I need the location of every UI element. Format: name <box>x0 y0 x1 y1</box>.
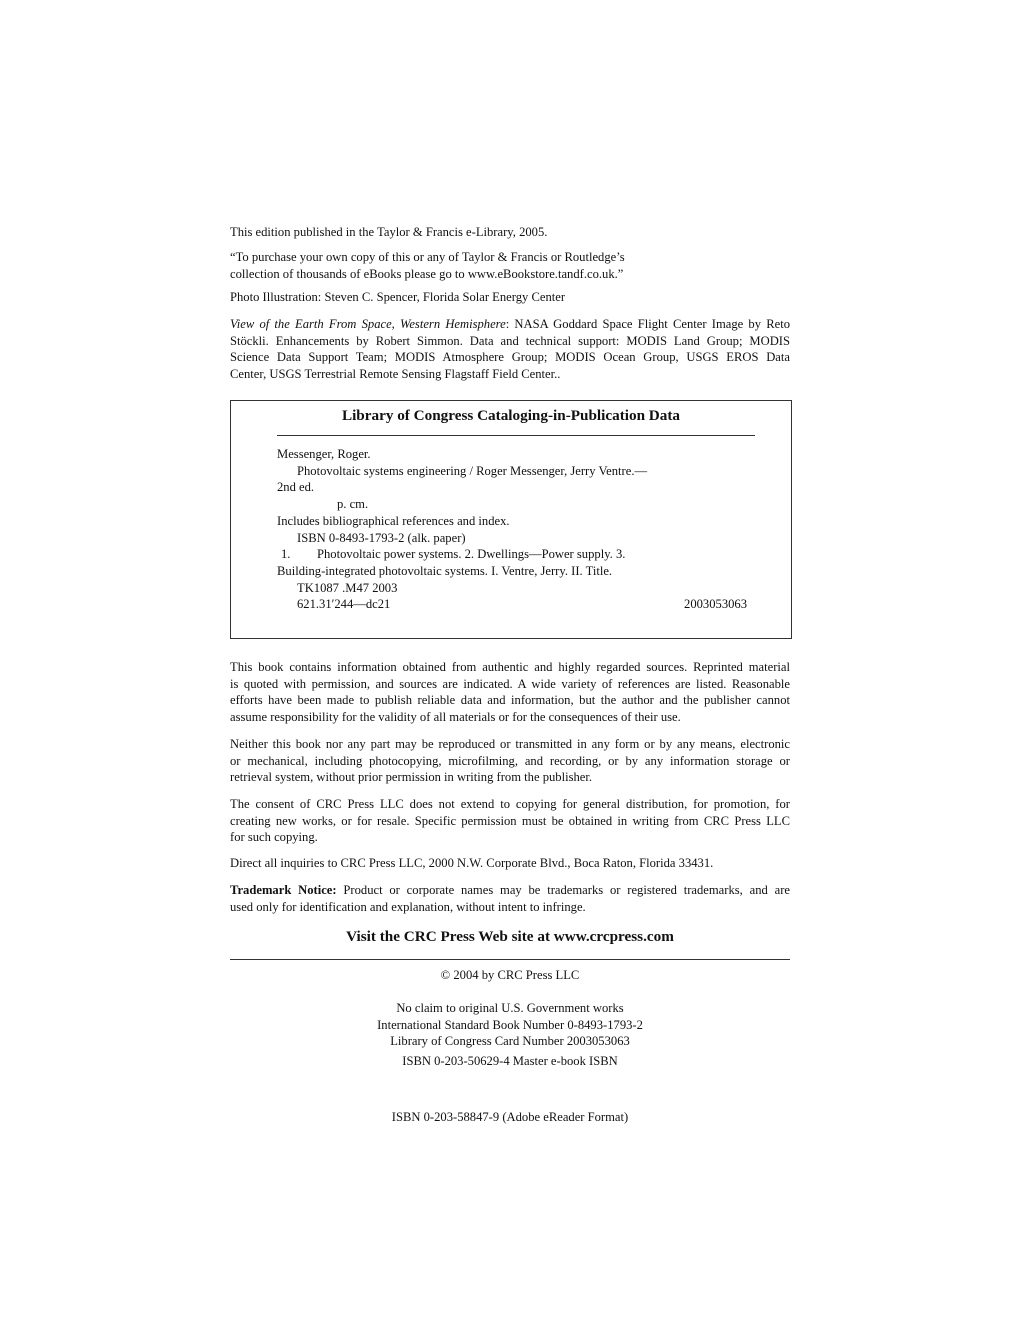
cip-divider <box>277 435 755 436</box>
consent-paragraph: The consent of CRC Press LLC does not extend to copying for general distribution, for promotion, for creating new works, or for resale. Specific permission must be obtained in writing from CRC Press LLC for such copying. <box>230 797 790 845</box>
isbn-claims: No claim to original U.S. Government works International Standard Book Number 0-8493-1793-2 Library of Congress Card Number 2003053063 ISBN 0-203-50629-4 Master e-book ISBN <box>377 1001 643 1068</box>
divider <box>230 959 790 960</box>
copyright: © 2004 by CRC Press LLC <box>440 968 580 982</box>
website-note: Visit the CRC Press Web site at www.crcpress.com <box>346 928 674 945</box>
earth-image-credit: View of the Earth From Space, Western Hemisphere: NASA Goddard Space Flight Center Image by Reto Stöckli. Enhancements by Robert Simmon. Data and technical support: MODIS Land Group; MODIS Science Data Support Team; MODIS Atmosphere Group; MODIS Ocean Group, USGS EROS Data Center, USGS Terrestrial Remote Sensing Flagstaff Field Center.. <box>230 317 790 381</box>
image-title: View of the Earth From Space, Western Hemisphere <box>230 317 506 331</box>
cip-data-box <box>230 400 792 639</box>
photo-credit: Photo Illustration: Steven C. Spencer, Florida Solar Energy Center <box>230 290 566 304</box>
cip-title: Library of Congress Cataloging-in-Publication Data <box>341 407 681 424</box>
sources-paragraph: This book contains information obtained from authentic and highly regarded sources. Reprinted material is quoted with permission, and sources are indicated. A wide variety of references are listed. Reasonable efforts have been made to publish reliable data and information, but the author and the publisher cannot assume responsibility for the validity of all materials or for the consequences of their use. <box>230 660 790 724</box>
adobe-isbn: ISBN 0-203-58847-9 (Adobe eReader Format) <box>391 1110 629 1124</box>
edition-note: This edition published in the Taylor & Francis e-Library, 2005. <box>230 225 548 239</box>
trademark-notice: Trademark Notice: Product or corporate names may be trademarks or registered trademarks, and are used only for identification and explanation, without intent to infringe. <box>230 883 790 914</box>
cip-record: Messenger, Roger. Photovoltaic systems engineering / Roger Messenger, Jerry Ventre.— 2nd ed. p. cm. Includes bibliographical references and index. ISBN 0-8493-1793-2 (alk. paper) 1. Photovoltaic power systems. 2. Dwellings—Power supply. 3. Building-integrated photovoltaic systems. I. Ventre, Jerry. II. Title. TK1087 .M47 2003 621.31′244—dc21 2003053063 <box>277 447 747 612</box>
lccn: 2003053063 <box>684 597 747 612</box>
inquiries-note: Direct all inquiries to CRC Press LLC, 2000 N.W. Corporate Blvd., Boca Raton, Florida 33431. <box>230 856 714 870</box>
purchase-note: “To purchase your own copy of this or any of Taylor & Francis or Routledge’s collection of thousands of eBooks please go to www.eBookstore.tandf.co.uk.” <box>230 250 625 281</box>
reproduction-paragraph: Neither this book nor any part may be reproduced or transmitted in any form or by any means, electronic or mechanical, including photocopying, microfilming, and recording, or by any information storage or retrieval system, without prior permission in writing from the publisher. <box>230 737 790 785</box>
